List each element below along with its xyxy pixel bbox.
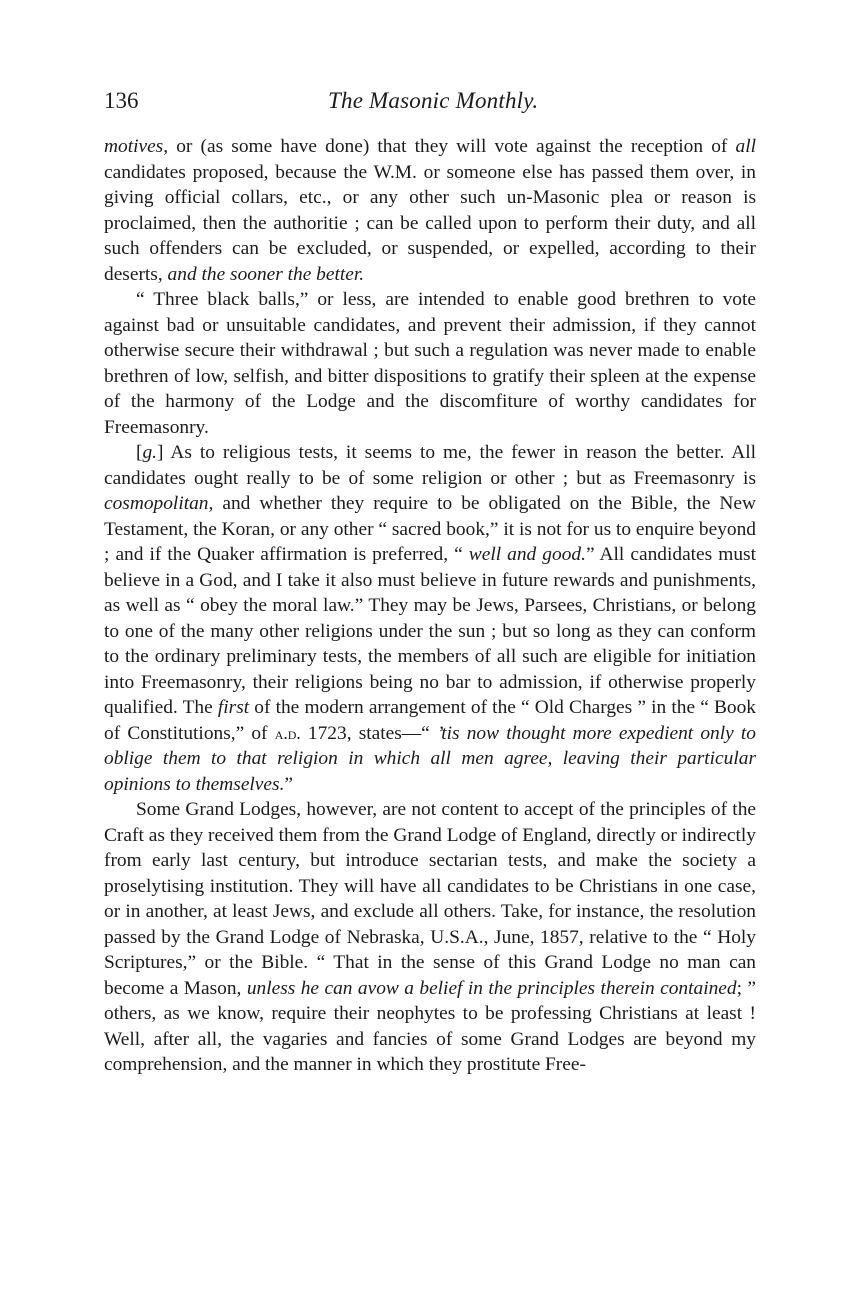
running-title: The Masonic Monthly. (328, 88, 539, 113)
italic-text: all (735, 136, 756, 157)
text-run: and whether they require to be obligated on the Bible, the New Testament, the Koran, or any other “ sacred book,” it is not for us to enquire beyond ; and if the Quaker affirmation is preferred, “ (104, 493, 756, 565)
italic-text: unless he can avow a belief in the principles therein contained (246, 977, 737, 999)
text-run: Some Grand Lodges, however, are not content to accept of the principles of the Craft as they received them from the Grand Lodge of England, directly or indirectly from early last century, but introduce sectarian tests, and make the society a proselytising institution. They will have all candidates to be Christians in one case, or in another, at least Jews, and exclude all others. Take, for instance, the resolution passed by the Grand Lodge of Nebraska, U.S.A., June, 1857, relative to the “ Holy Scriptures,” or the Bible. “ That in the sense of this Grand Lodge no man can become a Mason, (104, 799, 756, 999)
text-run: [ (136, 442, 143, 463)
text-run: ” (284, 773, 294, 795)
text-run: of the modern arrangement of the “ Old Charges ” in the “ Book of Constitutions,” of (104, 697, 756, 744)
italic-text: first (217, 697, 250, 718)
page-number: 136 (104, 88, 139, 113)
italic-text: cosmopolitan, (104, 493, 214, 514)
text-run: or (as some have done) that they will vote against the reception of (168, 136, 736, 157)
text-run: ] As to religious tests, it seems to me, the fewer in reason the better. All candidates ought really to be of some religion or other ; but as Freemasonry is (104, 442, 756, 489)
paragraph-3 (104, 440, 756, 797)
paragraph-1 (104, 134, 756, 287)
paragraph-4 (104, 797, 756, 1078)
italic-text: and the sooner the better. (167, 263, 365, 285)
italic-text: well and good. (468, 544, 586, 565)
italic-text: motives, (104, 136, 169, 157)
page-header (104, 88, 756, 120)
text-run: ; ” others, as we know, require their neophytes to be professing Christians at least ! Well, after all, the vagaries and fancies of some Grand Lodges are beyond my comprehension, and the manner in which they prostitute Free- (104, 977, 757, 1075)
text-run: “ Three black balls,” or less, are intended to enable good brethren to vote against bad or unsuitable candidates, and prevent their admission, if they cannot otherwise secure their withdrawal ; but such a regulation was never made to enable brethren of low, selfish, and bitter dispositions to gratify their spleen at the expense of the harmony of the Lodge and the discomfiture of worthy candidates for Freemasonry. (104, 289, 756, 438)
italic-text: ’tis now thought more expedient only to oblige them to that religion in which all men agree, leaving their particular opinions to themselves. (104, 722, 756, 795)
text-run: candidates proposed, because the W.M. or someone else has passed them over, in giving official collars, etc., or any other such un-Masonic plea or reason is proclaimed, then the authoritie ; can be called upon to perform their duty, and all such offenders can be excluded, or suspended, or expelled, according to their deserts, (104, 161, 756, 285)
body-text (104, 134, 756, 1078)
text-run: ” All candidates must believe in a God, and I take it also must believe in future rewards and punishments, as well as “ obey the moral law.” They may be Jews, Parsees, Christians, or belong to one of the many other religions under the sun ; but so long as they can conform to the ordinary preliminary tests, the members of all such are eligible for initiation into Freemasonry, their religions being no bar to admission, if otherwise properly qualified. The (104, 544, 756, 718)
paragraph-2 (104, 287, 756, 440)
text-run: 1723, states—“ (300, 722, 437, 744)
italic-text: g. (142, 442, 158, 463)
small-caps-text: a.d. (274, 722, 301, 743)
